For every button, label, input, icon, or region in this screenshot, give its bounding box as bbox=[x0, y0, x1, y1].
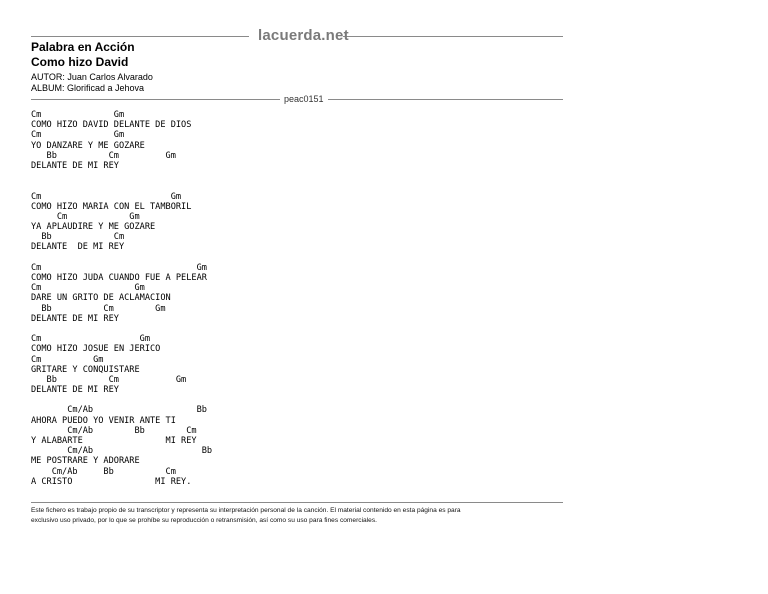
lyric-line: Cm Gm bbox=[31, 283, 145, 294]
lyric-line: ME POSTRARE Y ADORARE bbox=[31, 456, 140, 467]
lyric-line: Cm/Ab Bb bbox=[31, 405, 207, 416]
lyric-line: Bb Cm Gm bbox=[31, 303, 166, 314]
lyric-line: Cm Gm bbox=[31, 130, 125, 141]
blank-line bbox=[31, 181, 212, 191]
song-subtitle: Como hizo David bbox=[31, 55, 129, 69]
lyric-line: DELANTE DE MI REY bbox=[31, 313, 119, 324]
lyric-line: A CRISTO MI REY. bbox=[31, 476, 192, 487]
lyric-line: DELANTE DE MI REY bbox=[31, 242, 125, 253]
lyric-line: COMO HIZO JUDA CUANDO FUE A PELEAR bbox=[31, 273, 207, 283]
blank-line bbox=[31, 253, 212, 263]
blank-line bbox=[31, 171, 212, 181]
lyric-line: YO DANZARE Y ME GOZARE bbox=[31, 140, 145, 151]
footer-rule bbox=[31, 502, 563, 503]
song-title: Palabra en Acción bbox=[31, 40, 135, 54]
lyric-line: GRITARE Y CONQUISTARE bbox=[31, 364, 140, 375]
lyric-line: Bb Cm Gm bbox=[31, 150, 176, 161]
header-top-rule-left bbox=[31, 36, 249, 37]
lyric-line: Cm/Ab Bb Cm bbox=[31, 466, 176, 477]
lyric-line: Cm/Ab Bb Cm bbox=[31, 425, 197, 436]
lyric-line: Cm Gm bbox=[31, 191, 182, 202]
lyric-line: COMO HIZO JOSUE EN JERICO bbox=[31, 344, 161, 355]
lyric-line: Bb Cm bbox=[31, 232, 125, 243]
song-author: AUTOR: Juan Carlos Alvarado bbox=[31, 72, 153, 82]
lyric-line: DELANTE DE MI REY bbox=[31, 385, 119, 396]
lyric-line: Cm Gm bbox=[31, 262, 207, 273]
lyric-line: COMO HIZO MARIA CON EL TAMBORIL bbox=[31, 201, 192, 212]
lacuerda-logo[interactable]: lacuerda.net bbox=[258, 27, 349, 44]
lyric-line: Y ALABARTE MI REY bbox=[31, 436, 197, 446]
song-album: ALBUM: Glorificad a Jehova bbox=[31, 83, 145, 93]
header-top-rule-right bbox=[343, 36, 563, 37]
song-chords-lyrics bbox=[31, 110, 212, 487]
lyric-line: YA APLAUDIRE Y ME GOZARE bbox=[31, 222, 156, 233]
lyric-line: AHORA PUEDO YO VENIR ANTE TI bbox=[31, 415, 176, 426]
song-code: peac0151 bbox=[280, 94, 328, 104]
blank-line bbox=[31, 324, 212, 334]
lyric-line: Cm/Ab Bb bbox=[31, 446, 213, 457]
copyright-line-1: Este fichero es trabajo propio de su transcriptor y representa su interpretación personal de la canción. El material contenido en esta página es para bbox=[31, 507, 461, 514]
lyric-line: COMO HIZO DAVID DELANTE DE DIOS bbox=[31, 120, 192, 131]
lyric-line: Cm Gm bbox=[31, 211, 140, 222]
lyric-line: Bb Cm Gm bbox=[31, 374, 187, 385]
lyric-line: Cm Gm bbox=[31, 354, 104, 365]
lyric-line: Cm Gm bbox=[31, 110, 125, 120]
copyright-notice bbox=[31, 506, 561, 525]
lyric-line: DELANTE DE MI REY bbox=[31, 160, 119, 171]
blank-line bbox=[31, 395, 212, 405]
lyric-line: Cm Gm bbox=[31, 334, 150, 345]
copyright-line-2: exclusivo uso privado, por lo que se prohíbe su reproducción o retransmisión, así como su uso para fines comerciales. bbox=[31, 516, 377, 524]
lyric-line: DARE UN GRITO DE ACLAMACION bbox=[31, 293, 171, 304]
